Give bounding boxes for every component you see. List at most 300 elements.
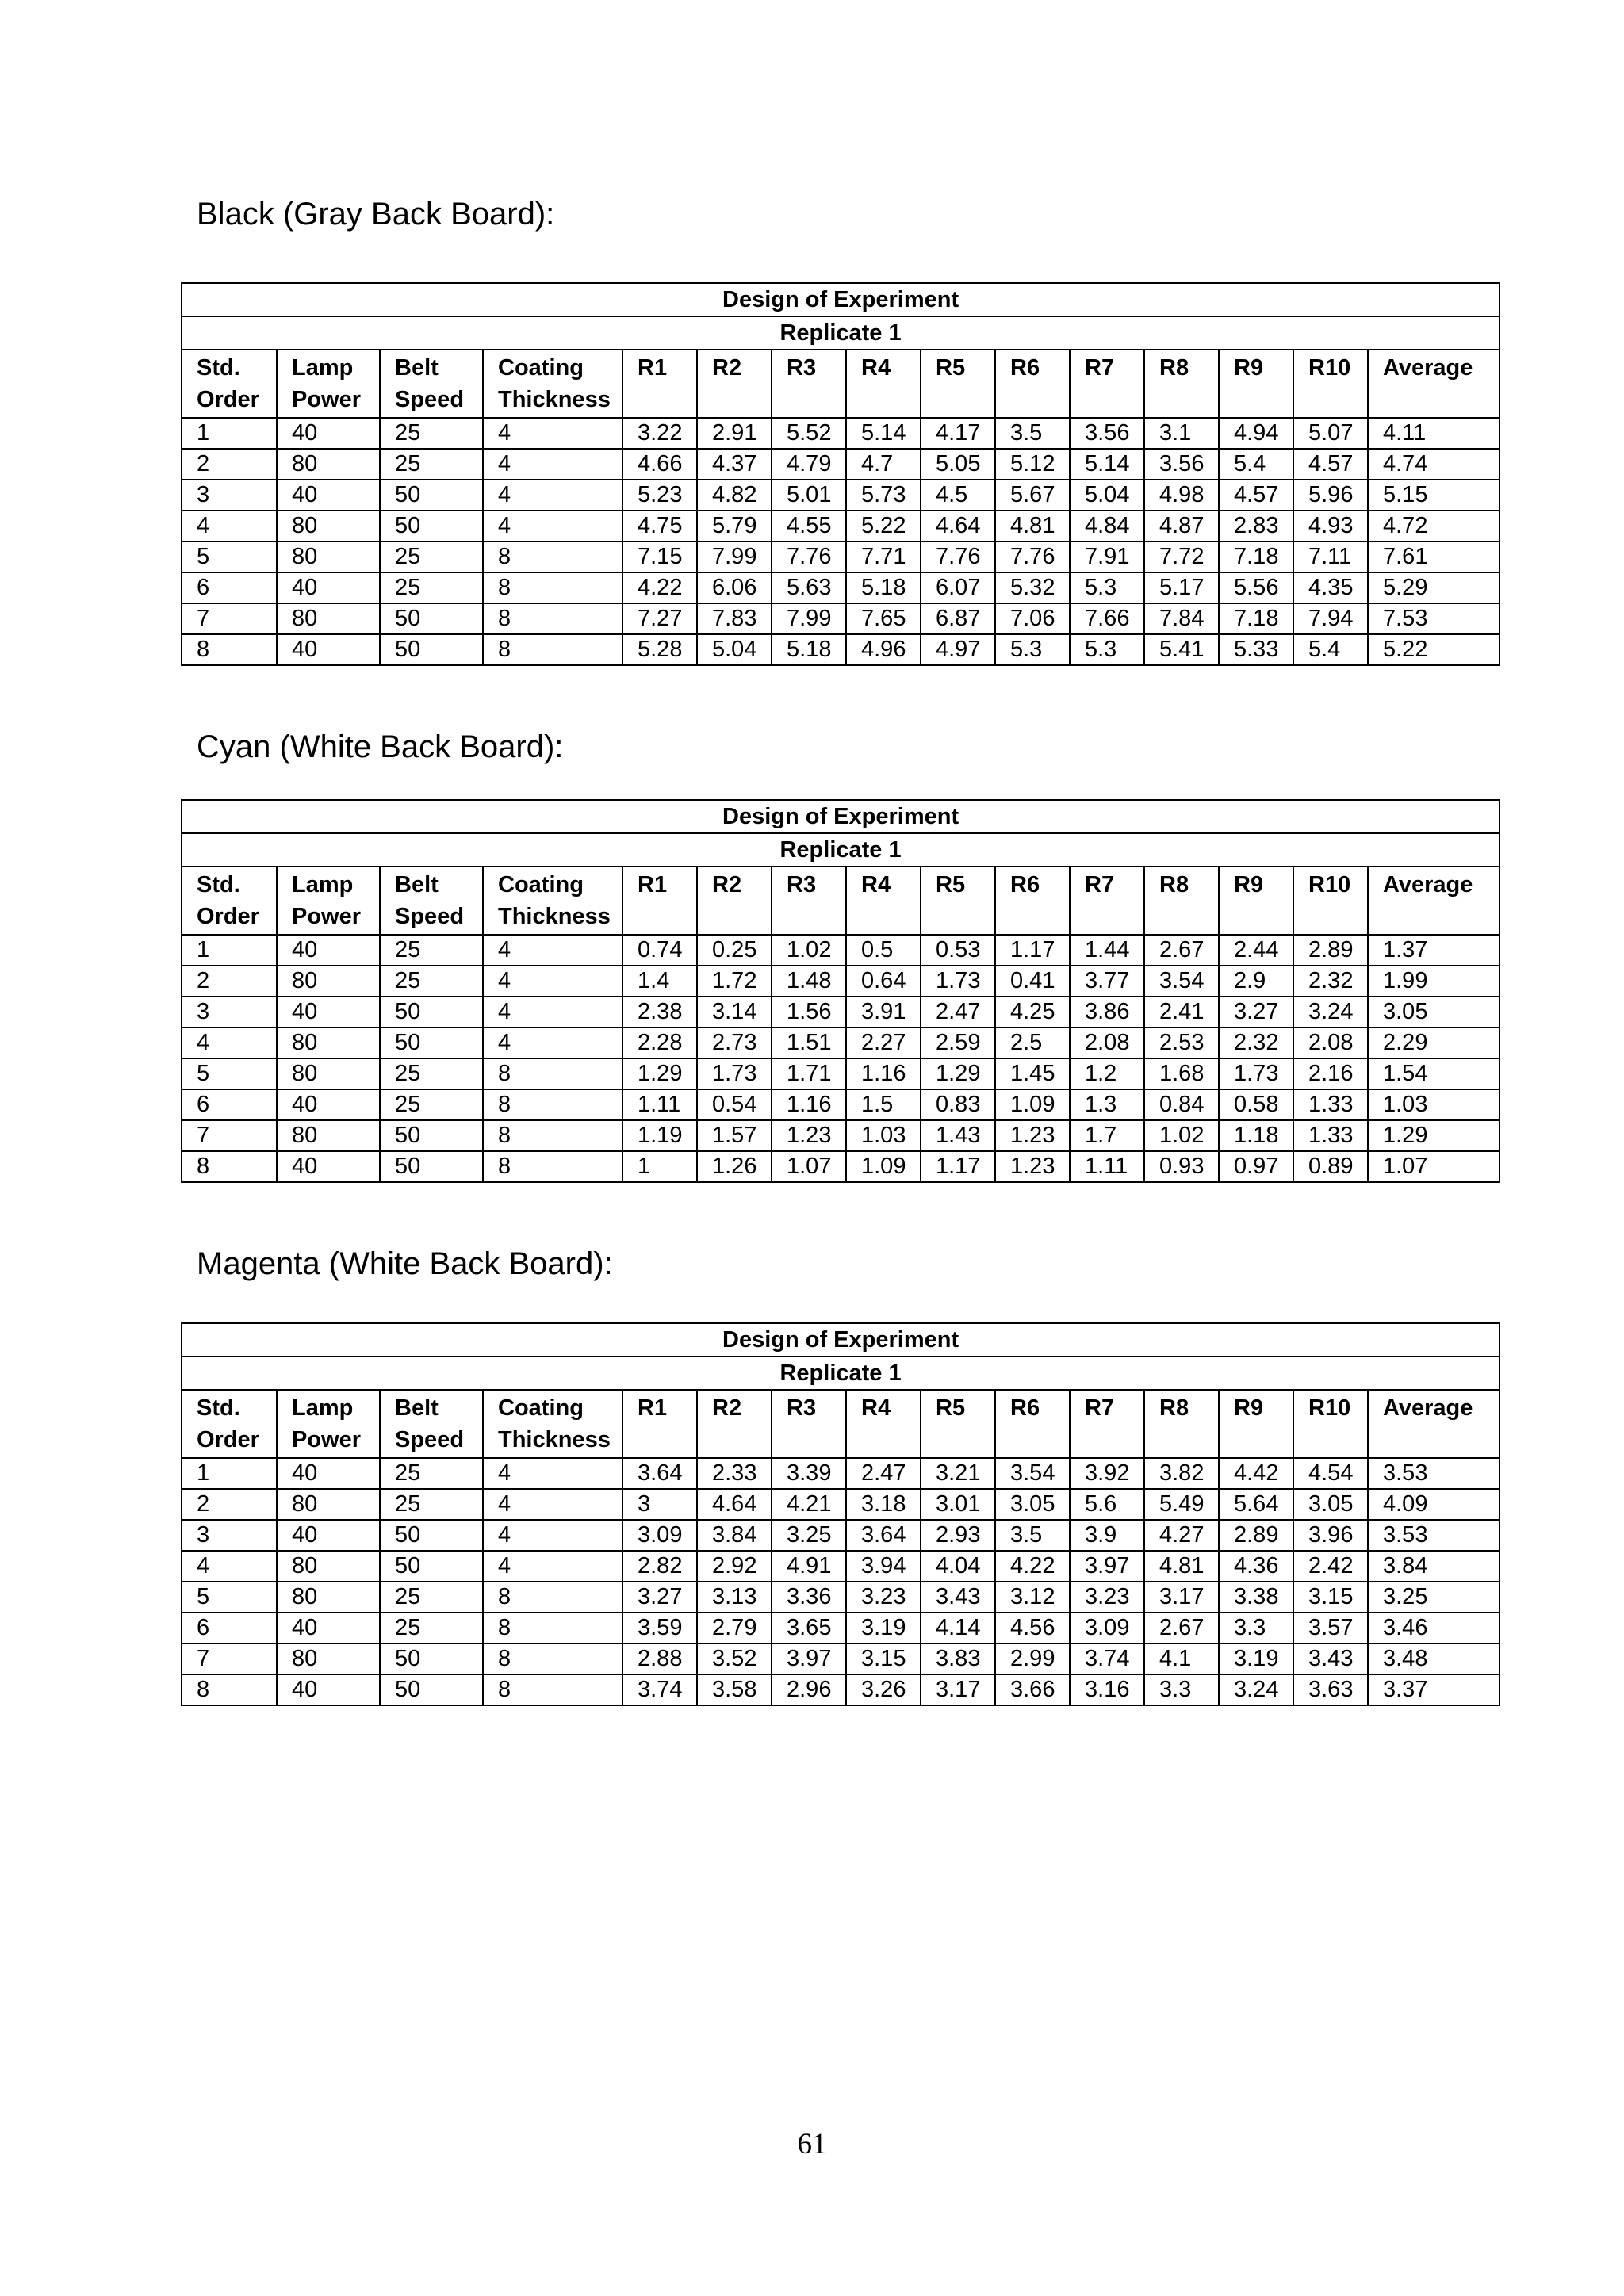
table-cell: 40 [277,1089,380,1120]
table-cell: 0.25 [697,935,772,966]
table-row [182,1674,1500,1705]
table-cell: 3.54 [995,1458,1070,1489]
table-cell: 8 [483,1644,622,1674]
table-row [182,1489,1500,1520]
doe-table-magenta [181,1322,1500,1706]
table-cell: 2.59 [921,1027,995,1058]
column-header-line: Average [1383,872,1473,897]
column-header-line: Std. [197,355,240,381]
table-cell: 5.04 [1070,480,1144,511]
table-cell: 2.33 [697,1458,772,1489]
table-cell: 40 [277,1458,380,1489]
table-cell: 2.89 [1293,935,1368,966]
table-cell: 4.81 [1144,1551,1219,1582]
table-banner-title: Design of Experiment [182,283,1500,316]
column-header-line: R2 [712,355,742,381]
table-cell: 80 [277,1644,380,1674]
column-header-line: R5 [936,355,966,381]
table-cell: 7.61 [1368,541,1500,572]
table-cell: 2.88 [622,1644,697,1674]
table-cell: 5.73 [846,480,921,511]
table-row [182,935,1500,966]
column-header-line: R6 [1010,1395,1040,1421]
table-cell: 3 [182,480,277,511]
table-cell: 2.96 [772,1674,846,1705]
table-cell: 1.33 [1293,1089,1368,1120]
table-cell: 5 [182,1058,277,1089]
table-cell: 7.91 [1070,541,1144,572]
column-header-line: R3 [787,872,817,897]
table-cell: 3.12 [995,1582,1070,1613]
column-header-line: Order [197,387,259,412]
table-cell: 3.97 [772,1644,846,1674]
table-cell: 1.3 [1070,1089,1144,1120]
table-cell: 8 [182,1151,277,1182]
table-cell: 2.08 [1070,1027,1144,1058]
table-cell: 5.23 [622,480,697,511]
table-cell: 3.25 [1368,1582,1500,1613]
column-header-line: R6 [1010,355,1040,381]
column-header-line: R1 [638,355,668,381]
table-cell: 1.03 [1368,1089,1500,1120]
table-cell: 1.11 [622,1089,697,1120]
table-cell: 3.15 [1293,1582,1368,1613]
table-cell: 3.27 [1219,997,1293,1027]
table-cell: 7.15 [622,541,697,572]
column-header [995,867,1070,935]
table-cell: 3.09 [1070,1613,1144,1644]
table-cell: 1.2 [1070,1058,1144,1089]
table-cell: 3.01 [921,1489,995,1520]
table-cell: 1.23 [995,1151,1070,1182]
table-cell: 4.35 [1293,572,1368,603]
table-cell: 7.66 [1070,603,1144,634]
column-header-line: Coating [498,355,584,381]
column-header [846,867,921,935]
table-cell: 3.64 [846,1520,921,1551]
table-cell: 4.54 [1293,1458,1368,1489]
table-cell: 3.57 [1293,1613,1368,1644]
table-cell: 3.66 [995,1674,1070,1705]
table-cell: 1.99 [1368,966,1500,997]
table-cell: 3.21 [921,1458,995,1489]
table-cell: 2.73 [697,1027,772,1058]
table-cell: 2.44 [1219,935,1293,966]
table-cell: 40 [277,935,380,966]
table-cell: 4.09 [1368,1489,1500,1520]
table-cell: 1.73 [921,966,995,997]
table-cell: 5.22 [846,511,921,541]
table-row [182,1089,1500,1120]
column-header-line: Coating [498,872,584,897]
table-cell: 80 [277,1551,380,1582]
table-cell: 3.09 [622,1520,697,1551]
table-cell: 5.12 [995,449,1070,480]
table-cell: 3.15 [846,1644,921,1674]
table-cell: 80 [277,1027,380,1058]
column-header [1368,350,1500,418]
column-header-line: R10 [1308,1395,1351,1421]
table-cell: 0.64 [846,966,921,997]
table-cell: 50 [380,1027,483,1058]
column-header-line: R2 [712,872,742,897]
table-cell: 3.77 [1070,966,1144,997]
column-header-line: R1 [638,872,668,897]
table-cell: 50 [380,1551,483,1582]
table-cell: 4.72 [1368,511,1500,541]
column-header-line: R8 [1159,872,1189,897]
table-cell: 7.11 [1293,541,1368,572]
table-cell: 0.74 [622,935,697,966]
table-cell: 1.29 [921,1058,995,1089]
column-header-line: Thickness [498,1427,611,1452]
table-cell: 50 [380,511,483,541]
column-header-line: Power [292,1427,362,1452]
table-cell: 7.76 [921,541,995,572]
column-header [1219,350,1293,418]
table-row [182,1027,1500,1058]
table-cell: 25 [380,1458,483,1489]
table-cell: 1.02 [1144,1120,1219,1151]
table-cell: 1.23 [995,1120,1070,1151]
column-header [182,867,277,935]
table-cell: 40 [277,1520,380,1551]
column-header [697,867,772,935]
table-cell: 0.53 [921,935,995,966]
table-cell: 4.81 [995,511,1070,541]
table-cell: 7.53 [1368,603,1500,634]
table-cell: 1.09 [846,1151,921,1182]
table-cell: 3.37 [1368,1674,1500,1705]
table-cell: 6.06 [697,572,772,603]
table-cell: 2.9 [1219,966,1293,997]
column-header [921,867,995,935]
table-cell: 3 [182,1520,277,1551]
table-cell: 2.28 [622,1027,697,1058]
table-cell: 6.87 [921,603,995,634]
table-banner-title-row [182,1323,1500,1357]
table-cell: 50 [380,1520,483,1551]
table-cell: 3.25 [772,1520,846,1551]
table-cell: 3.05 [1293,1489,1368,1520]
table-cell: 25 [380,935,483,966]
table-cell: 5 [182,541,277,572]
table-cell: 40 [277,418,380,449]
column-header [1293,350,1368,418]
table-cell: 3.24 [1293,997,1368,1027]
table-cell: 1.23 [772,1120,846,1151]
section-title-black: Black (Gray Back Board): [197,197,555,232]
table-cell: 4.22 [995,1551,1070,1582]
table-cell: 3.3 [1219,1613,1293,1644]
column-header [182,350,277,418]
table-cell: 4 [483,1489,622,1520]
table-cell: 4.57 [1219,480,1293,511]
table-cell: 80 [277,1582,380,1613]
table-cell: 7 [182,603,277,634]
table-cell: 5.17 [1144,572,1219,603]
table-cell: 3.19 [846,1613,921,1644]
table-banner-title: Design of Experiment [182,1323,1500,1357]
table-cell: 3.52 [697,1644,772,1674]
table-cell: 1.29 [622,1058,697,1089]
table-replicate-label-row [182,833,1500,867]
table-cell: 7.18 [1219,603,1293,634]
table-cell: 25 [380,449,483,480]
column-header-line: R10 [1308,872,1351,897]
table-cell: 3.5 [995,418,1070,449]
column-header [995,350,1070,418]
table-cell: 8 [483,634,622,665]
table-cell: 3 [182,997,277,1027]
table-cell: 8 [483,1089,622,1120]
table-cell: 2.79 [697,1613,772,1644]
table-cell: 5.04 [697,634,772,665]
table-cell: 5.63 [772,572,846,603]
table-cell: 3.17 [1144,1582,1219,1613]
column-header-line: Belt [395,1395,439,1421]
table-cell: 1.19 [622,1120,697,1151]
table-cell: 3.48 [1368,1644,1500,1674]
table-cell: 2.32 [1293,966,1368,997]
table-cell: 8 [483,1613,622,1644]
table-cell: 50 [380,1120,483,1151]
table-cell: 4.66 [622,449,697,480]
table-cell: 8 [483,1674,622,1705]
table-cell: 0.93 [1144,1151,1219,1182]
table-cell: 4.5 [921,480,995,511]
table-cell: 0.89 [1293,1151,1368,1182]
table-row [182,1551,1500,1582]
table-cell: 5.15 [1368,480,1500,511]
table-cell: 3.74 [622,1674,697,1705]
table-cell: 3.9 [1070,1520,1144,1551]
table-cell: 1 [182,935,277,966]
table-cell: 8 [483,1058,622,1089]
column-header-line: Std. [197,872,240,897]
table-cell: 4.36 [1219,1551,1293,1582]
table-cell: 4.93 [1293,511,1368,541]
table-cell: 3.86 [1070,997,1144,1027]
table-cell: 2 [182,1489,277,1520]
table-cell: 2.92 [697,1551,772,1582]
table-cell: 7.72 [1144,541,1219,572]
column-header-line: R3 [787,1395,817,1421]
table-cell: 2 [182,966,277,997]
table-cell: 1.26 [697,1151,772,1182]
table-cell: 50 [380,1674,483,1705]
table-cell: 3.94 [846,1551,921,1582]
table-cell: 3.1 [1144,418,1219,449]
table-cell: 7.83 [697,603,772,634]
table-cell: 3.92 [1070,1458,1144,1489]
table-replicate-label-row [182,1357,1500,1390]
table-cell: 4.75 [622,511,697,541]
column-header-line: R5 [936,1395,966,1421]
table-cell: 3.38 [1219,1582,1293,1613]
table-cell: 5.14 [1070,449,1144,480]
table-cell: 1.11 [1070,1151,1144,1182]
table-cell: 40 [277,634,380,665]
table-cell: 4 [182,1551,277,1582]
table-cell: 1.72 [697,966,772,997]
table-row [182,1058,1500,1089]
table-cell: 1.7 [1070,1120,1144,1151]
column-header-line: R9 [1234,1395,1264,1421]
table-cell: 4.14 [921,1613,995,1644]
table-cell: 3.05 [1368,997,1500,1027]
table-cell: 50 [380,634,483,665]
table-cell: 5.33 [1219,634,1293,665]
table-cell: 2.32 [1219,1027,1293,1058]
table-cell: 4.21 [772,1489,846,1520]
table-cell: 1.48 [772,966,846,997]
column-header-line: R6 [1010,872,1040,897]
column-header-line: Speed [395,387,465,412]
table-cell: 40 [277,1613,380,1644]
table-cell: 80 [277,603,380,634]
column-header-line: R4 [861,355,891,381]
table-cell: 4.64 [921,511,995,541]
table-row [182,511,1500,541]
column-header [772,867,846,935]
table-cell: 8 [182,634,277,665]
table-cell: 6 [182,572,277,603]
table-cell: 4.57 [1293,449,1368,480]
column-header [483,1390,622,1458]
table-cell: 3.84 [1368,1551,1500,1582]
column-header [1293,867,1368,935]
table-cell: 3.58 [697,1674,772,1705]
column-header [772,350,846,418]
table-cell: 0.5 [846,935,921,966]
table-row [182,1520,1500,1551]
table-cell: 5.6 [1070,1489,1144,1520]
table-cell: 1.17 [995,935,1070,966]
table-cell: 1.43 [921,1120,995,1151]
table-cell: 1.18 [1219,1120,1293,1151]
table-cell: 1.07 [772,1151,846,1182]
column-header-line: R4 [861,872,891,897]
table-cell: 4 [483,480,622,511]
table-cell: 5.4 [1293,634,1368,665]
table-cell: 3.24 [1219,1674,1293,1705]
table-cell: 1.29 [1368,1120,1500,1151]
doe-table-cyan [181,799,1500,1183]
table-cell: 3.39 [772,1458,846,1489]
column-header [1144,867,1219,935]
table-cell: 4.94 [1219,418,1293,449]
column-header [1070,867,1144,935]
table-cell: 0.41 [995,966,1070,997]
table-row [182,572,1500,603]
table-replicate-label: Replicate 1 [182,1357,1500,1390]
table-cell: 1.54 [1368,1058,1500,1089]
table-cell: 1.16 [846,1058,921,1089]
table-cell: 4.7 [846,449,921,480]
table-cell: 2.53 [1144,1027,1219,1058]
table-cell: 7.18 [1219,541,1293,572]
table-cell: 7.76 [995,541,1070,572]
table-cell: 80 [277,511,380,541]
table-cell: 2.67 [1144,935,1219,966]
table-cell: 3.91 [846,997,921,1027]
table-cell: 4.96 [846,634,921,665]
section-title-cyan: Cyan (White Back Board): [197,729,564,764]
table-cell: 2.93 [921,1520,995,1551]
table-cell: 3.63 [1293,1674,1368,1705]
table-cell: 25 [380,1058,483,1089]
table-cell: 2.82 [622,1551,697,1582]
table-cell: 0.97 [1219,1151,1293,1182]
table-cell: 2.47 [846,1458,921,1489]
table-cell: 25 [380,541,483,572]
table-cell: 1.45 [995,1058,1070,1089]
table-cell: 3.13 [697,1582,772,1613]
table-cell: 25 [380,1089,483,1120]
column-header [697,350,772,418]
table-row [182,1458,1500,1489]
column-header-line: Order [197,1427,259,1452]
table-cell: 4.97 [921,634,995,665]
column-header-line: R7 [1085,1395,1115,1421]
table-cell: 4.87 [1144,511,1219,541]
table-cell: 4 [182,1027,277,1058]
table-cell: 50 [380,997,483,1027]
column-header-line: R8 [1159,355,1189,381]
column-header-line: Power [292,904,362,929]
column-header-line: R9 [1234,355,1264,381]
column-header-line: Power [292,387,362,412]
table-cell: 1.16 [772,1089,846,1120]
table-cell: 3.83 [921,1644,995,1674]
section-title-magenta: Magenta (White Back Board): [197,1246,613,1281]
table-cell: 80 [277,1489,380,1520]
table-cell: 2.08 [1293,1027,1368,1058]
column-header [380,1390,483,1458]
table-cell: 5.18 [846,572,921,603]
table-cell: 3.27 [622,1582,697,1613]
table-cell: 7.99 [772,603,846,634]
column-header-line: Coating [498,1395,584,1421]
table-cell: 5.3 [995,634,1070,665]
column-header [277,1390,380,1458]
table-cell: 7.76 [772,541,846,572]
table-cell: 4.22 [622,572,697,603]
table-cell: 4 [483,449,622,480]
column-header [483,867,622,935]
table-cell: 3.59 [622,1613,697,1644]
table-cell: 2.83 [1219,511,1293,541]
table-cell: 3.74 [1070,1644,1144,1674]
column-header [995,1390,1070,1458]
table-cell: 4.42 [1219,1458,1293,1489]
table-cell: 7.65 [846,603,921,634]
column-header [697,1390,772,1458]
table-cell: 3.56 [1144,449,1219,480]
table-cell: 4.82 [697,480,772,511]
table-cell: 50 [380,603,483,634]
table-cell: 3.56 [1070,418,1144,449]
table-row [182,1613,1500,1644]
column-header [1368,867,1500,935]
column-header [277,350,380,418]
table-cell: 7.27 [622,603,697,634]
column-header [380,867,483,935]
table-cell: 4.91 [772,1551,846,1582]
table-cell: 7.99 [697,541,772,572]
column-header [622,867,697,935]
